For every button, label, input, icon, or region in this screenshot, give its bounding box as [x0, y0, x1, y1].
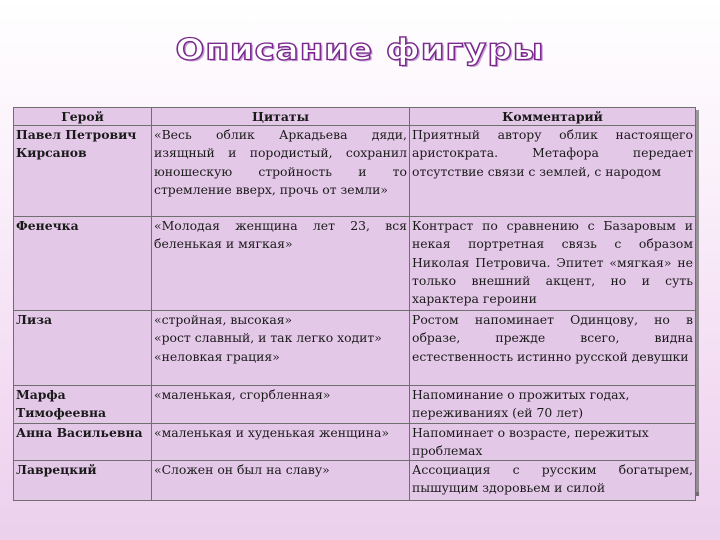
comment-cell: Напоминание о прожитых годах, переживаниях (ей 70 лет)	[410, 386, 696, 424]
hero-cell: Павел Петрович Кирсанов	[14, 126, 152, 217]
quote-cell	[152, 311, 410, 386]
table-row	[14, 461, 696, 501]
header-hero: Герой	[14, 108, 152, 126]
table-row	[14, 126, 696, 217]
quote-cell: «Молодая женщина лет 23, вся беленькая и мягкая»	[152, 217, 410, 311]
header-comment: Комментарий	[410, 108, 696, 126]
comment-cell: Ассоциация с русским богатырем, пышущим здоровьем и силой	[410, 461, 696, 501]
table-header-row	[14, 108, 696, 126]
table-row	[14, 386, 696, 424]
hero-cell: Анна Васильевна	[14, 423, 152, 461]
characters-table	[13, 107, 696, 501]
table-row	[14, 217, 696, 311]
quote-cell: «Весь облик Аркадьева дяди, изящный и породистый, сохранил юношескую стройность и то стремление вверх, прочь от земли»	[152, 126, 410, 217]
page-title: Описание фигуры	[175, 33, 545, 67]
quote-line: «стройная, высокая»	[154, 312, 293, 327]
hero-cell: Марфа Тимофеевна	[14, 386, 152, 424]
quote-line: «рост славный, и так легко ходит»	[154, 330, 382, 346]
hero-cell: Лиза	[14, 311, 152, 386]
comment-cell: Ростом напоминает Одинцову, но в образе, прежде всего, видна естественность истинно русской девушки	[410, 311, 696, 386]
table-row	[14, 311, 696, 386]
comment-cell: Контраст по сравнению с Базаровым и некая портретная связь с образом Николая Петровича. Эпитет «мягкая» не только внешний акцент, но и суть характера героини	[410, 217, 696, 311]
quote-line: «неловкая грация»	[154, 348, 280, 364]
quote-cell: «маленькая и худенькая женщина»	[152, 423, 410, 461]
comment-cell: Напоминает о возрасте, пережитых проблемах	[410, 423, 696, 461]
quote-cell: «маленькая, сгорбленная»	[152, 386, 410, 424]
quote-cell: «Сложен он был на славу»	[152, 461, 410, 501]
table-row	[14, 423, 696, 461]
hero-cell: Лаврецкий	[14, 461, 152, 501]
comment-cell: Приятный автору облик настоящего аристократа. Метафора передает отсутствие связи с землей, с народом	[410, 126, 696, 217]
header-quotes: Цитаты	[152, 108, 410, 126]
hero-cell: Фенечка	[14, 217, 152, 311]
